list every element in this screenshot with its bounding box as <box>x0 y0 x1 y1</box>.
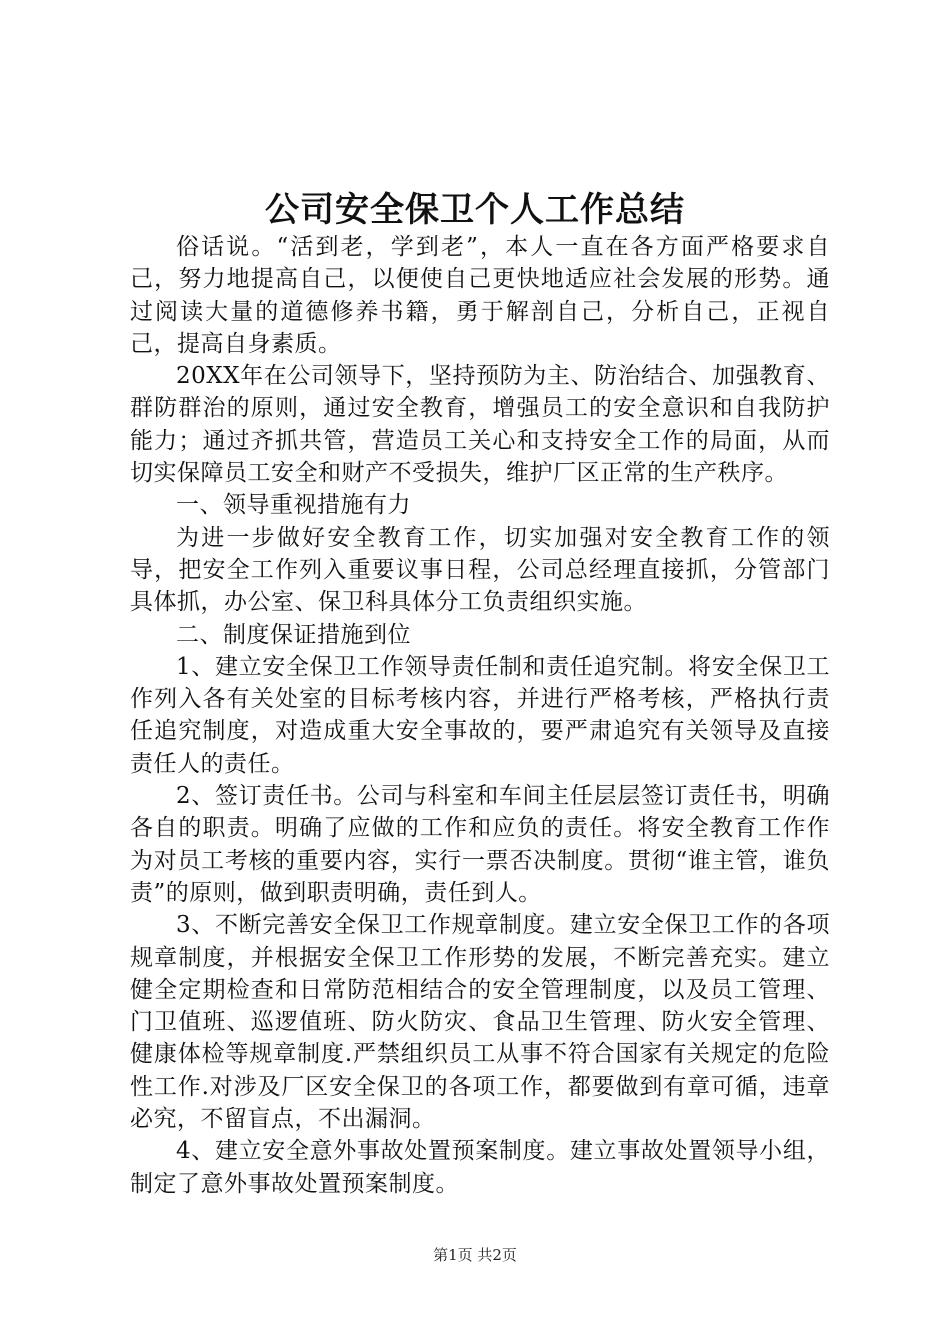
document-title: 公司安全保卫个人工作总结 <box>265 190 685 230</box>
list-item-4: 4、建立安全意外事故处置预案制度。建立事故处置领导小组，制定了意外事故处置预案制度。 <box>130 1138 830 1197</box>
document-body <box>130 231 830 1200</box>
paragraph-intro: 俗话说。“活到老，学到老”，本人一直在各方面严格要求自己，努力地提高自己，以便使自己更快地适应社会发展的形势。通过阅读大量的道德修养书籍，勇于解剖自己，分析自己，正视自己，提高自身素质。 <box>130 234 830 357</box>
page-number-footer: 第1页 共2页 <box>433 1246 517 1264</box>
paragraph-overview: 20XX年在公司领导下，坚持预防为主、防治结合、加强教育、群防群治的原则，通过安全教育，增强员工的安全意识和自我防护能力；通过齐抓共管，营造员工关心和支持安全工作的局面，从而切实保障员工安全和财产不受损失，维护厂区正常的生产秩序。 <box>130 363 830 487</box>
section-heading-system: 二、制度保证措施到位 <box>176 621 411 648</box>
list-item-3: 3、不断完善安全保卫工作规章制度。建立安全保卫工作的各项规章制度，并根据安全保卫工作形势的发展，不断完善充实。建立健全定期检查和日常防范相结合的安全管理制度，以及员工管理、门卫值班、巡逻值班、防火防灾、食品卫生管理、防火安全管理、健康体检等规章制度.严禁组织员工从事不符合国家有关规定的危险性工作.对涉及厂区安全保卫的各项工作，都要做到有章可循，违章必究，不留盲点，不出漏洞。 <box>130 912 830 1133</box>
paragraph-leadership: 为进一步做好安全教育工作，切实加强对安全教育工作的领导，把安全工作列入重要议事日程，公司总经理直接抓，分管部门具体抓，办公室、保卫科具体分工负责组织实施。 <box>130 524 830 616</box>
list-item-2: 2、签订责任书。公司与科室和车间主任层层签订责任书，明确各自的职责。明确了应做的工作和应负的责任。将安全教育工作作为对员工考核的重要内容，实行一票否决制度。贯彻“谁主管，谁负责”的原则，做到职责明确，责任到人。 <box>130 783 830 906</box>
list-item-1: 1、建立安全保卫工作领导责任制和责任追究制。将安全保卫工作列入各有关处室的目标考核内容，并进行严格考核，严格执行责任追究制度，对造成重大安全事故的，要严肃追究有关领导及直接责任人的责任。 <box>130 653 830 777</box>
section-heading-leadership: 一、领导重视措施有力 <box>176 492 411 519</box>
